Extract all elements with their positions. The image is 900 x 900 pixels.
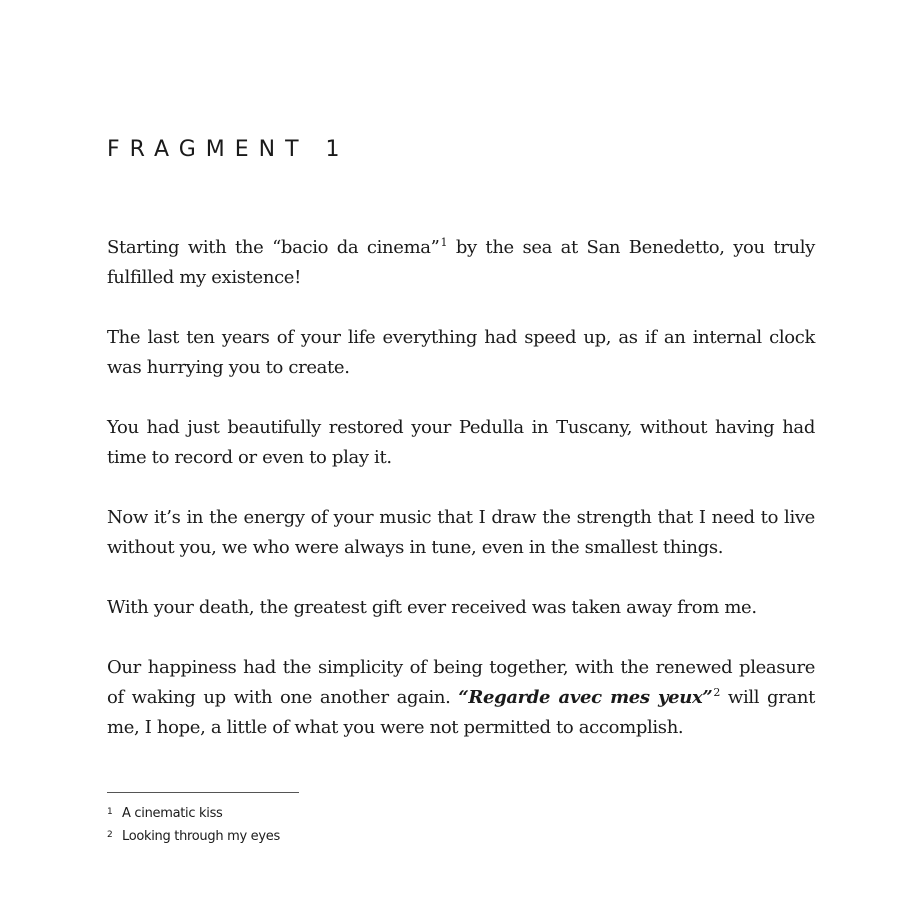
footnote-number: 1 xyxy=(107,807,113,817)
footnote-number: 2 xyxy=(107,830,113,840)
footnote-ref-2: 2 xyxy=(713,686,721,699)
paragraph-3: You had just beautifully restored your Pedulla in Tuscany, without having had time to record or even to play it. xyxy=(107,417,815,468)
paragraph-4: Now it’s in the energy of your music that I draw the strength that I need to live without you, we who were always in tune, even in the smallest things. xyxy=(107,507,815,558)
paragraph-2: The last ten years of your life everything had speed up, as if an internal clock was hurrying you to create. xyxy=(107,327,815,378)
footnote-text: Looking through my eyes xyxy=(122,829,280,844)
paragraph-6-text-end: will grant me, I hope, a little of what you were not permitted to accomplish. xyxy=(107,687,815,738)
footnote-2 xyxy=(107,826,280,849)
body-text xyxy=(107,233,815,773)
footnote-text: A cinematic kiss xyxy=(122,806,223,821)
paragraph-1 xyxy=(107,233,815,293)
fragment-heading: FRAGMENT 1 xyxy=(107,137,350,162)
paragraph-5: With your death, the greatest gift ever received was taken away from me. xyxy=(107,597,757,618)
paragraph-6 xyxy=(107,653,815,743)
footnote-divider xyxy=(107,792,299,793)
footnote-1 xyxy=(107,803,280,826)
footnote-ref-1: 1 xyxy=(440,236,448,249)
paragraph-1-text-start: Starting with the “bacio da cinema” xyxy=(107,237,440,258)
paragraph-6-text-start: Our happiness had the simplicity of being together, with the renewed pleasure of waking up with one another again. xyxy=(107,657,815,708)
paragraph-1-text-end: by the sea at San Benedetto, you truly fulfilled my existence! xyxy=(107,237,815,288)
quoted-title: “Regarde avec mes yeux” xyxy=(458,687,713,708)
footnotes xyxy=(107,803,280,849)
